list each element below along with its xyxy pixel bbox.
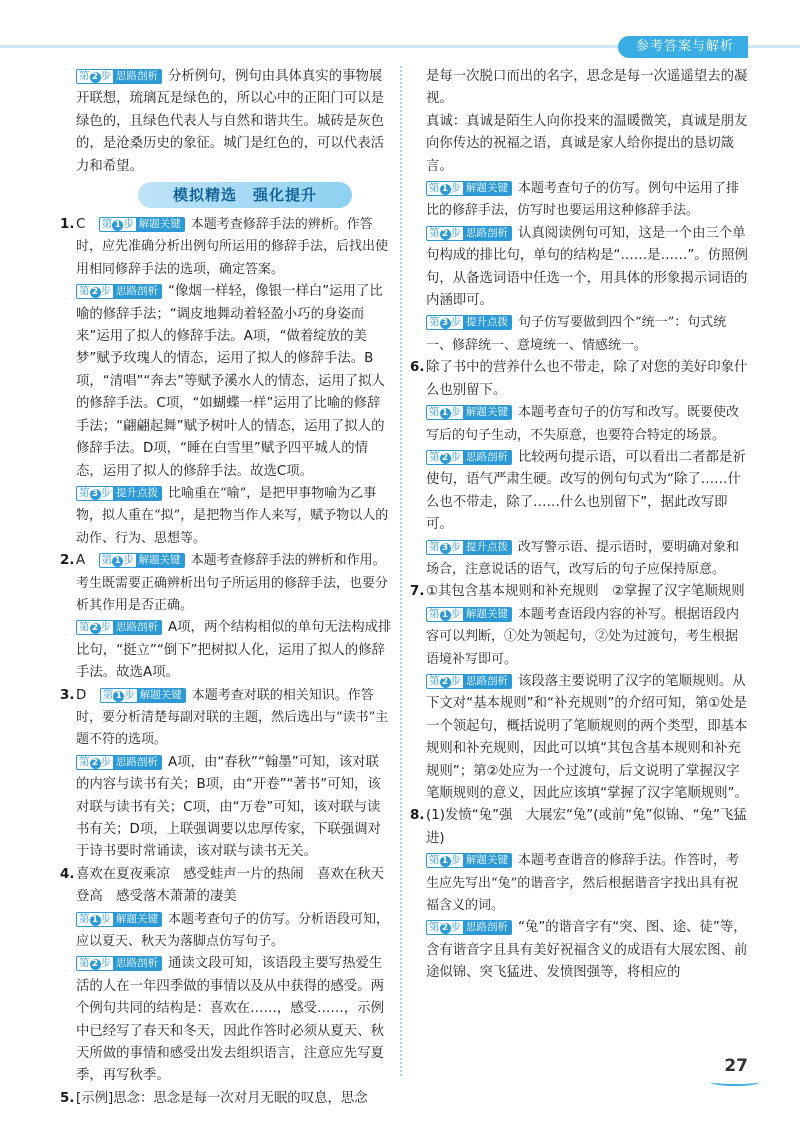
- intro-paragraph: 第 2 步 思路剖析 分析例句，例句由具体真实的事物展开联想，琉璃瓦是绿色的，所以心中的正阳门可以是绿色的，且绿色代表人与自然和谐共生。城砖是灰色的，是沧桑历史的象征。城门是红色的，可以代表活力和希望。: [76, 69, 384, 174]
- step-badge: 第 1 步 解题关键: [99, 553, 185, 568]
- step-badge: 第 1 步 解题关键: [76, 912, 162, 927]
- page-number: 27: [724, 1056, 748, 1076]
- answer-item-4: 4. 喜欢在夏夜乘凉 感受蛙声一片的热闹 喜欢在秋天登高 感受落木萧萧的凄美 第 1 步 解题关键 本题考查句子的仿写。分析语段可知，应以夏天、秋天为落脚点仿写句子。 第 2 步 思路剖析 通读文段可知，该语段主要写热爱生活的人在一年四季做的事情以及从中获得的感受。两个例句共同的结构是：喜欢在……，感受……，示例中已经写了春天和冬天，因此作答时必须从夏天、秋天所做的事情和感受出发去组织语言，注意应先写夏季，再写秋季。: [60, 866, 390, 1084]
- step-badge: 第 2 步 思路剖析: [76, 620, 162, 635]
- step-badge: 第 2 步 思路剖析: [426, 674, 512, 689]
- step-badge: 第 2 步 思路剖析: [76, 69, 162, 84]
- answer-item-5-continued: 是每一次脱口而出的名字，思念是每一次遥遥望去的凝视。 真诚：真诚是陌生人向你投来的温暖微笑，真诚是朋友向你传达的祝福之语，真诚是家人给你提出的恳切箴言。 第 1 步 解题关键 本题考查句子的仿写。例句中运用了排比的修辞手法，仿写时也要运用这种修辞手法。 第 2 步 思路剖析 认真阅读例句可知，这是一个由三个单句构成的排比句，单句的结构是“……是……”。仿照例句，从备选词语中任选一个，用具体的形象揭示词语的内涵即可。 第 3 步 提升点拨 句子仿写要做到四个“统一”：句式统一、修辞统一、意境统一、情感统一。: [426, 69, 748, 353]
- step-badge: 第 2 步 思路剖析: [76, 956, 162, 971]
- step-badge: 第 1 步 解题关键: [100, 688, 186, 703]
- step-badge: 第 1 步 解题关键: [426, 607, 512, 622]
- left-column: [62, 66, 392, 1110]
- section-title: 参考答案与解析: [618, 36, 748, 58]
- step-badge: 第 2 步 思路剖析: [426, 226, 512, 241]
- answer-item-6: 6. 除了书中的营养什么也不带走，除了对您的美好印象什么也别留下。 第 1 步 解题关键 本题考查句子的仿写和改写。既要使改写后的句子生动，不失原意，也要符合特定的场景。 第 2 步 思路剖析 比较两句提示语，可以看出二者都是祈使句，语气严肃生硬。改写的例句句式为“除了……什么也不带走，除了……什么也别留下”，据此改写即可。 第 3 步 提升点拨 改写警示语、提示语时，要明确对象和场合，注意说话的语气，改写后的句子应保持原意。: [410, 360, 748, 577]
- step-badge: 第 1 步 解题关键: [426, 181, 512, 196]
- answer-item-5: 5. [示例]思念：思念是每一次对月无眠的叹息，思念: [60, 1090, 368, 1106]
- section-banner: 模拟精选 强化提升: [138, 182, 352, 208]
- answer-item-8: 8. (1)发愤“兔”强 大展宏“兔”(或前“兔”似锦、“兔”飞猛进) 第 1 步 解题关键 本题考查谐音的修辞手法。作答时，考生应先写出“兔”的谐音字，然后根据谐音字找出具有祝福含义的词。 第 2 步 思路剖析 “兔”的谐音字有“突、图、途、徒”等，含有谐音字且具有美好祝福含义的成语有大展宏图、前途似锦、突飞猛进、发愤图强等，将相应的: [410, 808, 748, 981]
- step-badge: 第 2 步 思路剖析: [426, 450, 512, 465]
- column-divider: [400, 66, 402, 1076]
- step-badge: 第 2 步 思路剖析: [76, 284, 162, 299]
- step-badge: 第 1 步 解题关键: [426, 853, 512, 868]
- step-badge: 第 3 步 提升点拨: [76, 486, 162, 501]
- step-badge: 第 2 步 思路剖析: [76, 755, 162, 770]
- answer-item-1: 1. C 第 1 步 解题关键 本题考查修辞手法的辨析。作答时，应先准确分析出例句所运用的修辞手法，后找出使用相同修辞手法的选项，确定答案。 第 2 步 思路剖析 “像烟一样轻，像银一样白”运用了比喻的修辞手法；“调皮地舞动着轻盈小巧的身姿而来”运用了拟人的修辞手法。A项，“做着绽放的美梦”赋予玫瑰人的情态，运用了拟人的修辞手法。B项，“清唱”“奔去”等赋予溪水人的情态，运用了拟人的修辞手法。C项，“如蝴蝶一样”运用了比喻的修辞手法；“翩翩起舞”赋予树叶人的情态，运用了拟人的修辞手法。D项，“睡在白雪里”赋予四平城人的情态，运用了拟人的修辞手法。故选C项。 第 3 步 提升点拨 比喻重在“喻”，是把甲事物喻为乙事物，拟人重在“拟”，是把物当作人来写，赋予物以人的动作、行为、思想等。: [60, 217, 389, 546]
- answer-item-7: 7. ①其包含基本规则和补充规则 ②掌握了汉字笔顺规则 第 1 步 解题关键 本题考查语段内容的补写。根据语段内容可以判断，①处为领起句，②处为过渡句，考生根据语境补写即可。 第 2 步 思路剖析 该段落主要说明了汉字的笔顺规则。从下文对“基本规则”和“补充规则”的介绍可知，第①处是一个领起句，概括说明了笔顺规则的两个类型，即基本规则和补充规则，因此可以填“其包含基本规则和补充规则”；第②处应为一个过渡句，后文说明了掌握汉字笔顺规则的意义，因此应该填“掌握了汉字笔顺规则”。: [410, 584, 748, 801]
- step-badge: 第 2 步 思路剖析: [426, 920, 512, 935]
- answer-item-3: 3. D 第 1 步 解题关键 本题考查对联的相关知识。作答时，要分析清楚每副对联的主题，然后选出与“读书”主题不符的选项。 第 2 步 思路剖析 A项，由“春秋”“翰墨”可知，该对联的内容与读书有关；B项，由“开卷”“著书”可知，该对联与读书有关；C项，由“万卷”可知，该对联与读书有关；D项，上联强调要以忠厚传家，下联强调对于诗书要时常诵读，该对联与读书无关。: [60, 687, 389, 860]
- step-badge: 第 3 步 提升点拨: [426, 540, 512, 555]
- page-number-underline: [710, 1078, 760, 1086]
- step-badge: 第 1 步 解题关键: [99, 217, 185, 232]
- step-badge: 第 1 步 解题关键: [426, 405, 512, 420]
- step-badge: 第 3 步 提升点拨: [426, 315, 512, 330]
- right-column: [412, 66, 748, 985]
- answer-item-2: 2. A 第 1 步 解题关键 本题考查修辞手法的辨析和作用。考生既需要正确辨析出句子所运用的修辞手法，也要分析其作用是否正确。 第 2 步 思路剖析 A项，两个结构相似的单句无法构成排比句，“挺立”“倒下”把树拟人化，运用了拟人的修辞手法。故选A项。: [60, 553, 392, 681]
- header-bar: [0, 36, 800, 58]
